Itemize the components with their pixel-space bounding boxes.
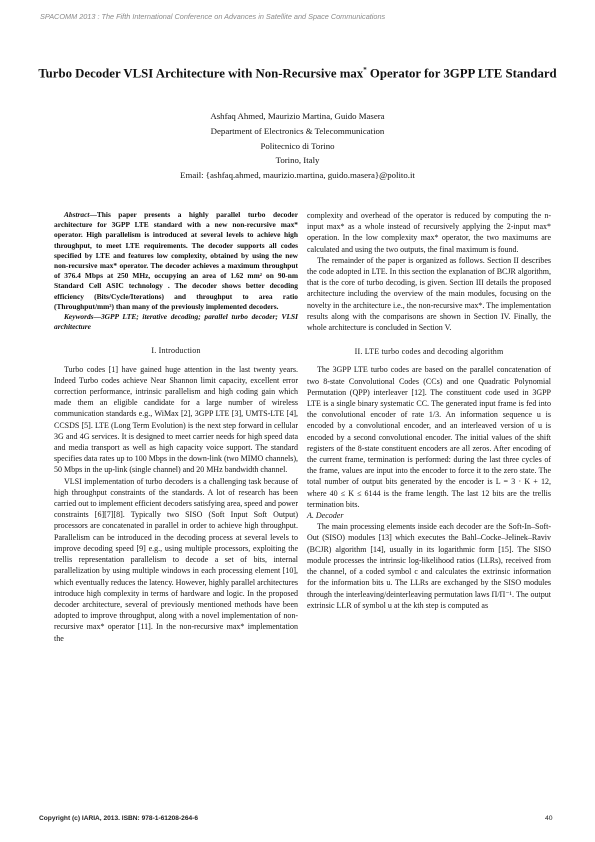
section-heading-lte: II. LTE turbo codes and decoding algorithm [354, 347, 504, 357]
author-email: Email: {ashfaq.ahmed, maurizio.martina, guido.masera}@polito.it [180, 170, 415, 181]
abstract-text: —This paper presents a highly parallel turbo decoder architecture for 3GPP LTE standard with a new non-recursive max* operator. High parallelism is introduced at several levels to achieve high throughput, to meet LTE requirements. The decoder supports all codes specified by LTE and features low complexity, obtained by using the new non-recursive max* operator. The decoder achieves a maximum throughput of 376.4 Mbps at 250 MHz, occupying an area of 1.62 mm² on 90-nm Standard Cell ASIC technology . The decoder shows better decoding efficiency (Bits/Cycle/Iterations) and throughput to area ratio (Throughput/mm²) than many of the previously implemented decoders. [54, 210, 298, 311]
intro-paragraph-4: The remainder of the paper is organized as follows. Section II describes the code adopted in LTE. In this section the explanation of BCJR algorithm, that is the core of turbo decoding, is given. Section III details the proposed architecture including the overview of the main modules, focusing on the novelty in the architecture i.e., the non-recursive max*. The implementation results along with the comparisons are shown in Section IV. Finally, the whole architecture is concluded in Section V. [307, 255, 551, 333]
footer-copyright: Copyright (c) IARIA, 2013. ISBN: 978-1-61208-264-6 [39, 815, 199, 822]
abstract [54, 210, 298, 312]
intro-paragraph-1: Turbo codes [1] have gained huge attention in the last twenty years. Indeed Turbo codes achieve Near Shannon limit capacity, excellent error correction performance, intrinsic parallelism and high coding gain which made them an eligible candidate for a large number of wireless communication standards e.g., WiMax [2], 3GPP LTE [3], UMTS-LTE [4], CCSDS [5]. LTE (Long Term Evolution) is the next step forward in cellular 3G and 4G services. It is designed to meet carrier needs for high speed data and media transport as well as high capacity voice support. The standard specifies data rates up to 100 Mbps in the down-link (two MIMO channels), 50 Mbps in the up-link (single channel) and 20 MHz bandwidth channel. [54, 364, 298, 475]
author-names: Ashfaq Ahmed, Maurizio Martina, Guido Masera [210, 111, 385, 121]
running-header: SPACOMM 2013 : The Fifth International Conference on Advances in Satellite and Space Communications [40, 12, 386, 21]
right-column [307, 210, 551, 611]
author-department: Department of Electronics & Telecommunication [210, 125, 385, 136]
paper-title [30, 58, 565, 86]
title-rest: Operator for 3GPP LTE Standard [366, 66, 557, 81]
section-heading-introduction: I. Introduction [151, 346, 201, 356]
keywords: Keywords—3GPP LTE; iterative decoding; parallel turbo decoder; VLSI architecture [54, 312, 298, 332]
subsection-heading-decoder: A. Decoder [307, 511, 344, 521]
author-location: Torino, Italy [275, 155, 320, 166]
title-main: Turbo Decoder VLSI Architecture with Non-Recursive max [38, 66, 364, 81]
author-block [40, 109, 555, 183]
lte-paragraph-1: The 3GPP LTE turbo codes are based on the parallel concatenation of two 8-state Convolutional Codes (CCs) and one Quadratic Polynomial Permutation (QPP) interleaver [12]. The constituent code used in 3GPP LTE is a single binary systematic CC. The generated input frame is fed into the convolutional encoder of rate 1/3. An information sequence u is encoded by a convolutional encoder, and an interleaved version of u is encoded by a second convolutional encoder. The initial values of the shift registers of the 8-state constituent encoders are all zeros. After encoding of the current frame, termination is performed: during the last three cycles of the frame, values are input into the encoder to force it to the zero state. The total number of output bits generated by the encoder is L = 3 · K + 12, where 40 ≤ K ≤ 6144 is the frame length. The last 12 bits are the trellis termination bits. [307, 365, 551, 509]
left-column [54, 210, 298, 644]
intro-paragraph-2: VLSI implementation of turbo decoders is a challenging task because of high throughput constraints of the standards. A lot of research has been carried out to implement efficient decoders satisfying area, speed and power constraints [6][7][8]. Typically two SISO (Soft Input Soft Output) processors are concatenated in parallel in order to achieve high throughput. Parallelism can be introduced in the decoding process at several levels to improve decoding speed [9] e.g., using multiple processors, exploiting the trellis representation parallelism to decode a set of bits, internal parallelization by using multiple windows in each processing element [10], which eventually reduces the latency. However, highly parallel architectures introduce high complexity in terms of hardware and logic. In the proposed decoder architecture, several of previously mentioned methods have been adopted to improve throughput, along with a novel implementation of non-recursive max* operator [11]. In the non-recursive max* implementation the [54, 476, 298, 643]
intro-paragraph-3: complexity and overhead of the operator is reduced by computing the n-input max* as a whole instead of recursively applying the 2-input max* operation. In the low complexity max* operator, the two maximums are calculated and using the two outputs, the final maximum is found. [307, 211, 551, 254]
footer-page-number: 40 [545, 815, 553, 822]
author-institution: Politecnico di Torino [260, 140, 335, 151]
abstract-lead: Abstract [64, 210, 90, 219]
title-sup: * [363, 66, 367, 74]
decoder-paragraph-1: The main processing elements inside each decoder are the Soft-In–Soft-Out (SISO) modules [13] which executes the Bahl–Cocke–Jelinek–Raviv (BCJR) algorithm [14], usually in its logarithmic form [15]. The SISO module processes the intrinsic log-likelihood ratios (LLRs), received from the channel, of a coded symbol c and calculates the extrinsic information for the information bits u. The LLRs are exchanged by the SISO modules through the interleaving/deinterleaving permutation laws Π/Π⁻¹. The output extrinsic LLR of symbol u at the kth step is computed as [307, 522, 551, 610]
